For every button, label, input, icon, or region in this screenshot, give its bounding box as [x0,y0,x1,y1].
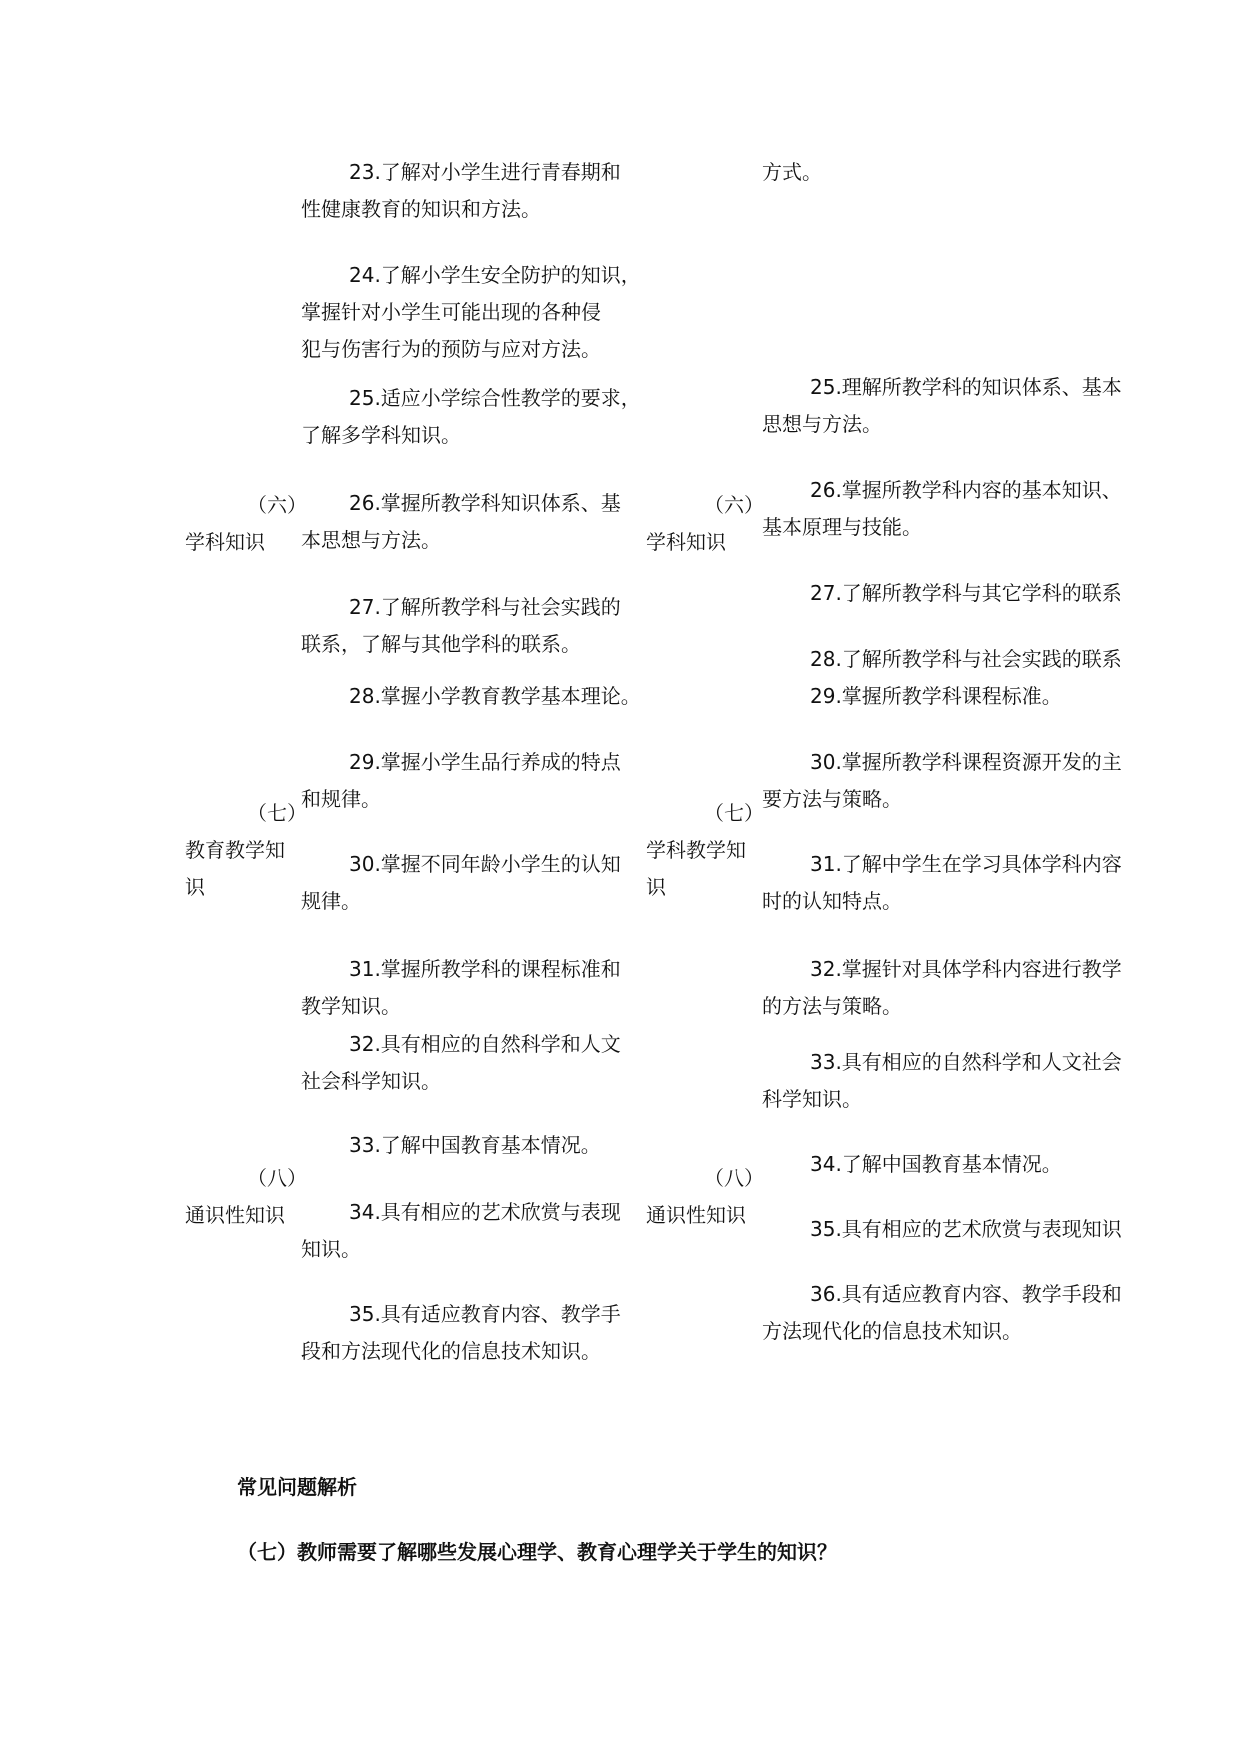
right-category-subject-knowledge: （六） 学科知识 [646,493,764,554]
right-item-26: 26.掌握所教学科内容的基本知识、 基本原理与技能。 [762,478,1122,539]
left-category-subject-knowledge: （六） 学科知识 [185,493,307,554]
left-item-24: 24.了解小学生安全防护的知识， 掌握针对小学生可能出现的各种侵 犯与伤害行为的预防与应对方法。 [301,263,641,361]
left-item-26: 26.掌握所教学科知识体系、基 本思想与方法。 [301,491,621,552]
right-item-27: 27.了解所教学科与其它学科的联系 [810,581,1122,605]
left-item-31: 31.掌握所教学科的课程标准和 教学知识。 [301,957,621,1018]
right-item-25: 25.理解所教学科的知识体系、基本 思想与方法。 [762,375,1122,436]
left-item-35: 35.具有适应教育内容、教学手 段和方法现代化的信息技术知识。 [301,1302,621,1363]
right-category-general-knowledge: （八） 通识性知识 [646,1166,764,1227]
right-item-28: 28.了解所教学科与社会实践的联系 [810,647,1122,671]
left-item-30: 30.掌握不同年龄小学生的认知 规律。 [301,852,621,913]
left-item-28: 28.掌握小学教育教学基本理论。 [349,684,641,708]
faq-question: （七）教师需要了解哪些发展心理学、教育心理学关于学生的知识？ [237,1540,837,1564]
right-item-continuation: 方式。 [762,160,822,184]
right-item-31: 31.了解中学生在学习具体学科内容 时的认知特点。 [762,852,1122,913]
left-item-27: 27.了解所教学科与社会实践的 联系，了解与其他学科的联系。 [301,595,621,656]
right-item-32: 32.掌握针对具体学科内容进行教学 的方法与策略。 [762,957,1122,1018]
right-item-33: 33.具有相应的自然科学和人文社会 科学知识。 [762,1050,1122,1111]
left-item-23: 23.了解对小学生进行青春期和 性健康教育的知识和方法。 [301,160,621,221]
left-category-general-knowledge: （八） 通识性知识 [185,1166,307,1227]
left-category-education-knowledge: （七） 教育教学知 识 [185,801,307,899]
right-item-29: 29.掌握所教学科课程标准。 [810,684,1062,708]
right-item-35: 35.具有相应的艺术欣赏与表现知识 [810,1217,1122,1241]
left-item-34: 34.具有相应的艺术欣赏与表现 知识。 [301,1200,621,1261]
left-item-33: 33.了解中国教育基本情况。 [349,1133,601,1157]
right-item-30: 30.掌握所教学科课程资源开发的主 要方法与策略。 [762,750,1122,811]
faq-heading: 常见问题解析 [237,1475,357,1499]
right-item-36: 36.具有适应教育内容、教学手段和 方法现代化的信息技术知识。 [762,1282,1122,1343]
left-item-29: 29.掌握小学生品行养成的特点 和规律。 [301,750,621,811]
right-item-34: 34.了解中国教育基本情况。 [810,1152,1062,1176]
left-item-32: 32.具有相应的自然科学和人文 社会科学知识。 [301,1032,621,1093]
right-category-subject-teaching-knowledge: （七） 学科教学知 识 [646,801,764,899]
left-item-25: 25.适应小学综合性教学的要求， 了解多学科知识。 [301,386,641,447]
